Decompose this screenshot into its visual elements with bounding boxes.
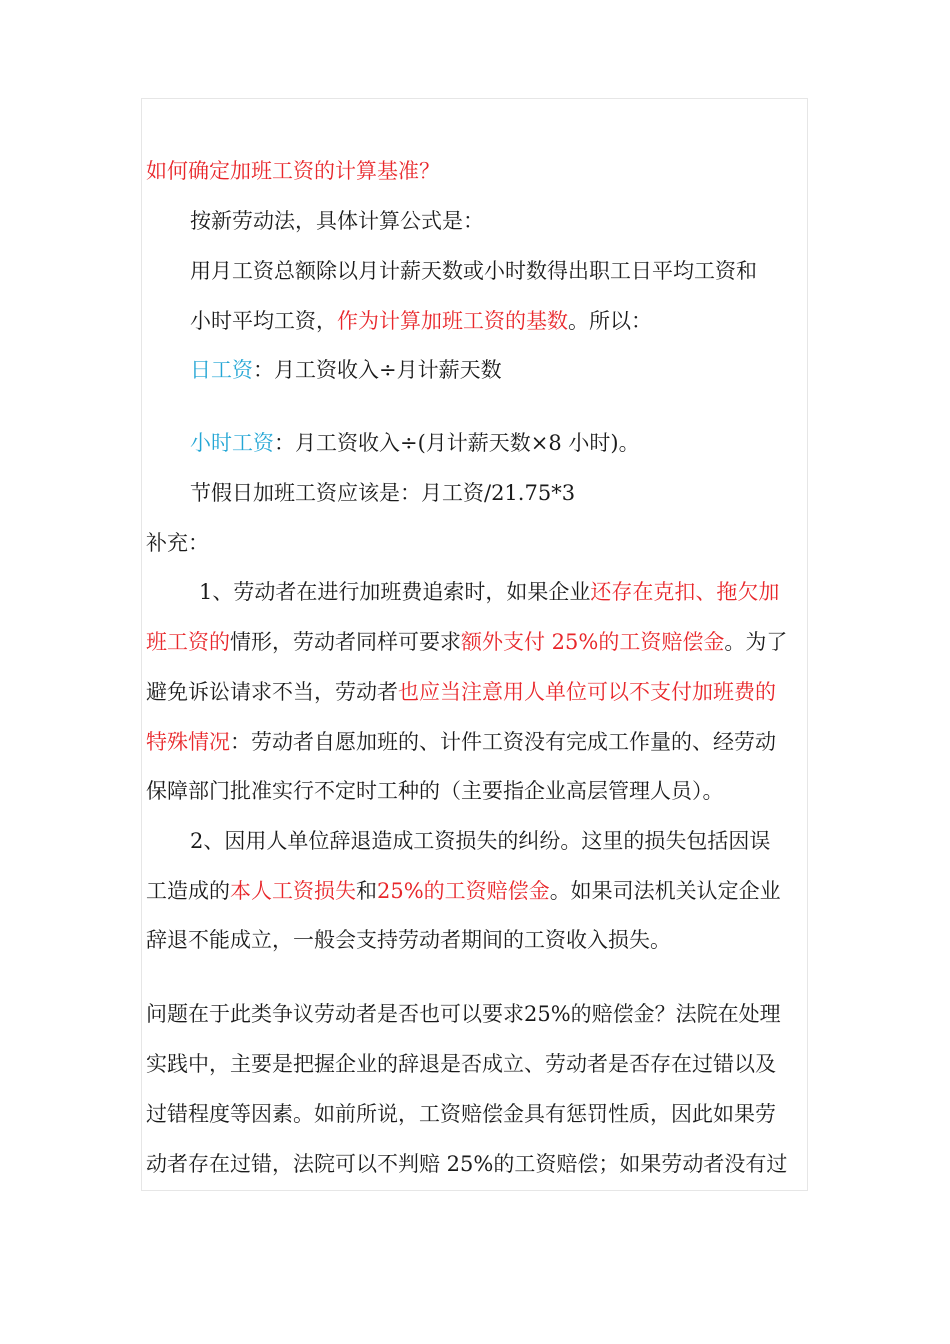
hourly-wage-formula: ：月工资收入÷(月计薪天数×8 小时)。: [274, 431, 640, 455]
highlight-segment: 25%的工资赔偿金: [377, 879, 550, 903]
text-segment: 1、劳动者在进行加班费追索时，如果企业: [199, 580, 591, 604]
text-segment: 工造成的: [146, 879, 230, 903]
daily-wage-formula: ：月工资收入÷月计薪天数: [253, 358, 502, 382]
text-segment: 。为了: [724, 630, 788, 654]
paragraph-intro: 按新劳动法，具体计算公式是：: [190, 209, 484, 233]
paragraph-line3: 过错程度等因素。如前所说，工资赔偿金具有惩罚性质，因此如果劳: [146, 1102, 776, 1126]
highlight-segment: 额外支付 25%的工资赔偿金: [461, 630, 725, 654]
text-segment: 小时平均工资，: [190, 309, 337, 333]
holiday-pay-line: 节假日加班工资应该是：月工资/21.75*3: [190, 481, 576, 505]
hourly-wage-label: 小时工资: [190, 431, 274, 455]
document-title: 如何确定加班工资的计算基准？: [146, 159, 440, 183]
paragraph-line2: 实践中，主要是把握企业的辞退是否成立、劳动者是否存在过错以及: [146, 1052, 776, 1076]
highlight-base: 作为计算加班工资的基数: [337, 309, 568, 333]
daily-wage-label: 日工资: [190, 358, 253, 382]
highlight-segment: 特殊情况: [146, 730, 230, 754]
paragraph-formula-line1: 用月工资总额除以月计薪天数或小时数得出职工日平均工资和: [190, 259, 757, 283]
highlight-segment: 也应当注意用人单位可以不支付加班费的: [398, 680, 776, 704]
text-segment: ：劳动者自愿加班的、计件工资没有完成工作量的、经劳动: [230, 730, 776, 754]
highlight-segment: 本人工资损失: [230, 879, 356, 903]
paragraph-line1: 问题在于此类争议劳动者是否也可以要求25%的赔偿金？法院在处理: [146, 1002, 781, 1026]
text-segment: 避免诉讼请求不当，劳动者: [146, 680, 398, 704]
item2-line1: 2、因用人单位辞退造成工资损失的纠纷。这里的损失包括因误: [190, 829, 771, 853]
item1-line2: [146, 628, 787, 656]
paragraph-line4: 动者存在过错，法院可以不判赔 25%的工资赔偿；如果劳动者没有过: [146, 1152, 788, 1176]
text-segment: 情形，劳动者同样可要求: [230, 630, 461, 654]
item1-line3: [146, 678, 776, 706]
text-segment: 。如果司法机关认定企业: [549, 879, 781, 903]
item1-line5: 保障部门批准实行不定时工种的（主要指企业高层管理人员）。: [146, 779, 724, 803]
item2-line2: [146, 877, 781, 905]
paragraph-formula-line2: [190, 307, 652, 335]
supplement-heading: 补充：: [146, 531, 209, 555]
item2-line3: 辞退不能成立，一般会支持劳动者期间的工资收入损失。: [146, 928, 671, 952]
highlight-segment: 还存在克扣、拖欠加: [590, 580, 780, 604]
daily-wage-line: [190, 356, 502, 384]
item1-line1: [199, 578, 779, 606]
highlight-segment: 班工资的: [146, 630, 230, 654]
text-segment: 和: [356, 879, 377, 903]
item1-line4: [146, 728, 776, 756]
hourly-wage-line: [190, 429, 640, 457]
text-segment: 。所以：: [568, 309, 652, 333]
